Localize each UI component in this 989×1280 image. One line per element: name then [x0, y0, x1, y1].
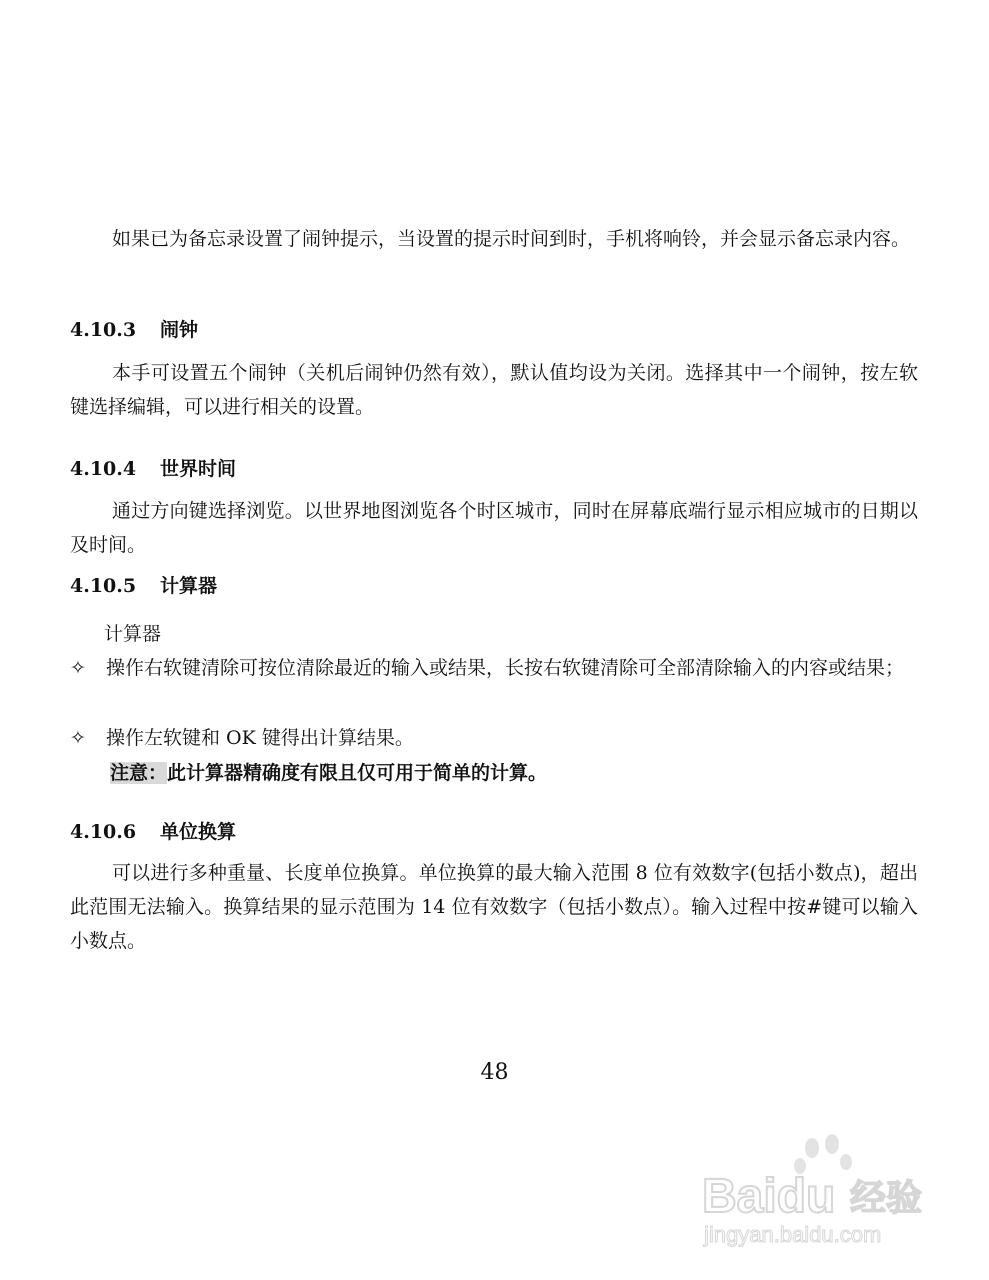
note-text: 此计算器精确度有限且仅可用于简单的计算。 [167, 762, 548, 784]
diamond-star-icon: ✧ [70, 657, 86, 679]
section-heading-4-10-3 [70, 316, 198, 344]
section-number: 4.10.4 [70, 458, 137, 480]
section-title: 世界时间 [160, 458, 237, 480]
diamond-star-icon: ✧ [70, 727, 86, 749]
section-number: 4.10.3 [70, 319, 137, 341]
section-heading-4-10-4 [70, 455, 236, 483]
bullet-item [70, 651, 918, 685]
watermark-url: jingyan.baidu.com [704, 1222, 882, 1247]
section-number: 4.10.5 [70, 575, 137, 597]
calculator-note [110, 758, 547, 788]
watermark-brand-cn: 经验 [850, 1178, 923, 1219]
section-title: 闹钟 [160, 319, 199, 341]
bullet-text: 操作右软键清除可按位清除最近的输入或结果，长按右软键清除可全部清除输入的内容或结果； [106, 657, 905, 679]
calculator-subtitle: 计算器 [104, 623, 162, 645]
bullet-text: 操作左软键和 OK 键得出计算结果。 [106, 727, 414, 749]
note-label: 注意： [110, 762, 168, 784]
section-number: 4.10.6 [70, 821, 137, 843]
section-title: 单位换算 [160, 821, 237, 843]
world-time-paragraph: 通过方向键选择浏览。以世界地图浏览各个时区城市，同时在屏幕底端行显示相应城市的日期以及时间。 [70, 500, 918, 556]
section-title: 计算器 [160, 575, 218, 597]
section-heading-4-10-5 [70, 572, 217, 600]
alarm-paragraph: 本手可设置五个闹钟（关机后闹钟仍然有效），默认值均设为关闭。选择其中一个闹钟，按左软键选择编辑，可以进行相关的设置。 [70, 362, 918, 418]
page-number: 48 [480, 1060, 509, 1085]
section-heading-4-10-6 [70, 818, 236, 846]
baidu-jingyan-logo [700, 1130, 940, 1250]
unit-conversion-paragraph: 可以进行多种重量、长度单位换算。单位换算的最大输入范围 8 位有效数字(包括小数点)，超出此范围无法输入。换算结果的显示范围为 14 位有效数字（包括小数点）。输入过程中按#键可以输入小数点。 [70, 862, 918, 952]
baidu-jingyan-watermark [700, 1130, 940, 1250]
intro-paragraph: 如果已为备忘录设置了闹钟提示，当设置的提示时间到时，手机将响铃，并会显示备忘录内容。 [112, 228, 911, 250]
bullet-item [70, 721, 918, 755]
watermark-brand: Baidu [702, 1170, 836, 1223]
